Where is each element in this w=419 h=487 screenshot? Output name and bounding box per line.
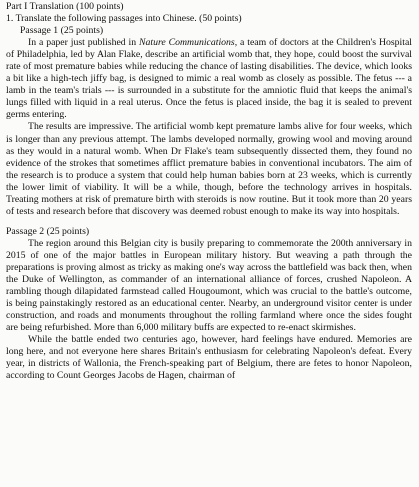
passage1-paragraph2: The results are impressive. The artificial womb kept premature lambs alive for four weeks, which is longer than any previous attempt. The lambs developed normally, growing wool and moving around as they would in a natural womb. When Dr Flake's team subsequently dissected them, they found no evidence of the strokes that sometimes afflict premature babies in conventional incubators. The aim of the research is to produce a system that could help human babies born at 23 weeks, which is currently the lower limit of viability. It will be a while, though, before the technology arrives in hospitals. Treating mothers at risk of premature birth with steroids is now routine. But it took more than 20 years of tests and research before that discovery was deemed robust enough to make its way into hospitals.	[6, 121, 412, 217]
section-gap	[6, 218, 412, 226]
passage1-p1-after: , a team of doctors at the Children's Hospital of Philadelphia, led by Alan Flake, describe an artificial womb that, they hope, could boost the survival rate of most premature babies while reducing the chance of lasting disabilities. The device, which looks a bit like a high-tech jiffy bag, is designed to mimic a real womb as closely as possible. The fetus --- a lamb in the team's trials --- is surrounded in a substitute for the amniotic fluid that keeps the animal's lungs filled with liquid in a real uterus. Once the fetus is placed inside, the bag it is sealed to prevent germs entering.	[6, 37, 413, 121]
passage2-paragraph1: The region around this Belgian city is busily preparing to commemorate the 200th anniversary in 2015 of one of the major battles in European military history. But weaving a path through the preparations is proving almost as tricky as making one's way across the battlefield was back then, when the Duke of Wellington, as commander of an international alliance of forces, crushed Napoleon. A rambling though dilapidated farmstead called Hougoumont, which was crucial to the battle's outcome, is being painstakingly restored as an educational center. Nearby, an underground visitor center is under construction, and roads and monuments throughout the rolling farmland where once the sides fought are being refurbished. More than 6,000 military buffs are expected to re-enact skirmishes.	[6, 237, 412, 334]
passage1-p1-before: In a paper just published in	[28, 37, 140, 49]
passage1-paragraph1	[6, 37, 412, 121]
passage2-paragraph2: While the battle ended two centuries ago, however, hard feelings have endured. Memories are long here, and not everyone here shares Britain's enthusiasm for celebrating Napoleon's defeat. Every year, in districts of Wallonia, the French-speaking part of Belgium, there are fetes to honor Napoleon, according to Count Georges Jacobs de Hagen, chairman of	[6, 334, 412, 382]
task-heading: 1. Translate the following passages into Chinese. (50 points)	[6, 13, 242, 25]
passage2-title: Passage 2 (25 points)	[6, 225, 90, 237]
passage1-title: Passage 1 (25 points)	[20, 25, 104, 37]
journal-name: Nature Communications	[139, 37, 235, 49]
part-heading: Part I Translation (100 points)	[6, 1, 124, 12]
